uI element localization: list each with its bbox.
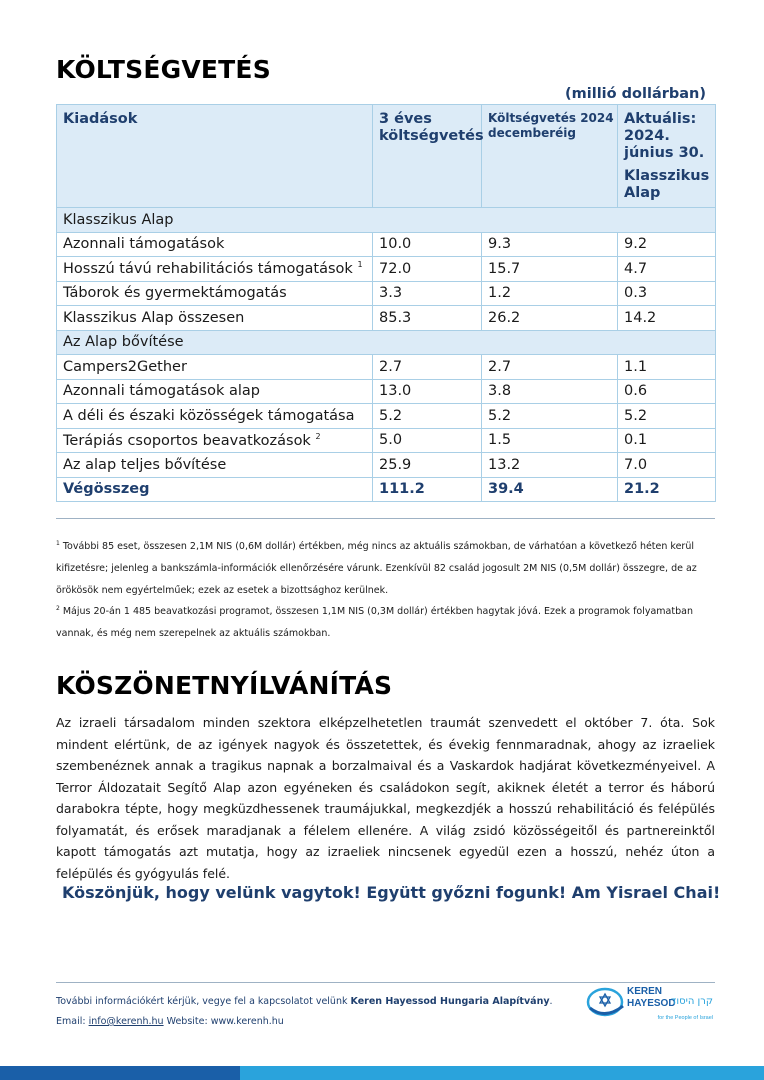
value-cell-v2: 9.3 (482, 232, 618, 257)
value-cell-v3: 0.3 (618, 281, 716, 306)
value-cell-v1: 111.2 (373, 477, 482, 502)
table-row (57, 281, 716, 306)
value-cell-v2: 39.4 (482, 477, 618, 502)
table-row (57, 355, 716, 380)
row-label-cell (57, 379, 373, 404)
value-cell-v2: 1.2 (482, 281, 618, 306)
row-label: A déli és északi közösségek támogatása (63, 407, 355, 424)
footer-email-label: Email: (56, 1016, 86, 1027)
value-cell-v1: 85.3 (373, 306, 482, 331)
value-cell-v3: 0.6 (618, 379, 716, 404)
value-cell-v1: 5.2 (373, 404, 482, 429)
footnote-1-mark: 1 (56, 540, 60, 547)
value-cell-v2: 1.5 (482, 428, 618, 453)
row-label-cell (57, 428, 373, 453)
section-label: Az Alap bővítése (57, 330, 716, 355)
row-label: Az alap teljes bővítése (63, 456, 227, 473)
value-cell-v1: 5.0 (373, 428, 482, 453)
header-kiadasok: Kiadások (57, 105, 373, 208)
footer-website-label: Website: (166, 1016, 208, 1027)
table-row (57, 404, 716, 429)
row-label: Táborok és gyermektámogatás (63, 285, 287, 302)
header-actual-date: Aktuális: 2024. június 30. (624, 111, 705, 161)
header-actual-sub: Klasszikus Alap (624, 168, 710, 201)
value-cell-v3: 21.2 (618, 477, 716, 502)
keren-hayesod-logo (585, 978, 715, 1028)
bottom-bar-light (240, 1066, 764, 1080)
logo-tagline: for the People of Israel (657, 1015, 713, 1021)
value-cell-v2: 15.7 (482, 257, 618, 282)
footnote-1-text: További 85 eset, összesen 2,1M NIS (0,6M dollár) értékben, még nincs az aktuális számokban, de várhatóan a következő héten kerül kifizetésre; jelenleg a bankszámla-információk ellenőrzésére várunk. Ezenkívül 82 család jogosult 2M NIS (0,5M dollár) összegre, de az örökösök nem egyértelműek; ezek az esetek a bizottsághoz kerülnek. (56, 541, 697, 597)
budget-table-body (57, 208, 716, 502)
table-section-row (57, 208, 716, 233)
footnote-divider (56, 518, 715, 519)
row-label: Hosszú távú rehabilitációs támogatások (63, 261, 353, 278)
logo-line-1: KEREN (627, 986, 663, 997)
value-cell-v1: 10.0 (373, 232, 482, 257)
table-row (57, 232, 716, 257)
footer-website[interactable]: www.kerenh.hu (210, 1016, 284, 1027)
budget-table (56, 104, 716, 502)
budget-heading: KÖLTSÉGVETÉS (56, 55, 271, 84)
row-label-cell (57, 281, 373, 306)
footnote-2 (56, 598, 715, 645)
row-label-cell (57, 232, 373, 257)
bottom-bar-dark (0, 1066, 240, 1080)
row-label-cell (57, 355, 373, 380)
table-row (57, 428, 716, 453)
row-label: Terápiás csoportos beavatkozások (63, 432, 311, 449)
value-cell-v2: 5.2 (482, 404, 618, 429)
closing-line: Köszönjük, hogy velünk vagytok! Együtt győzni fogunk! Am Yisrael Chai! (62, 883, 721, 902)
value-cell-v3: 4.7 (618, 257, 716, 282)
unit-note: (millió dollárban) (565, 86, 706, 102)
header-budget-dec-2024: Költségvetés 2024 decemberéig (482, 105, 618, 208)
logo-line-2: HAYESOD (627, 998, 676, 1009)
value-cell-v2: 3.8 (482, 379, 618, 404)
row-label: Azonnali támogatások alap (63, 383, 260, 400)
row-label-cell (57, 257, 373, 282)
logo-wave-icon (590, 1006, 623, 1014)
footer-email-link[interactable]: info@kerenh.hu (88, 1016, 164, 1027)
value-cell-v2: 26.2 (482, 306, 618, 331)
footnote-2-mark: 2 (56, 605, 60, 612)
star-of-david-icon (600, 994, 610, 1006)
table-row (57, 257, 716, 282)
footer-prefix: További információkért kérjük, vegye fel a kapcsolatot velünk (56, 996, 348, 1007)
row-label-cell (57, 306, 373, 331)
header-actual (618, 105, 716, 208)
row-label: Campers2Gether (63, 358, 187, 375)
thanks-body: Az izraeli társadalom minden szektora elképzelhetetlen traumát szenvedett el október 7. óta. Sok mindent elértünk, de az igények nagyok és összetettek, és évekig fennmaradnak, ahogy az izraeliek szembenéznek annak a tragikus napnak a borzalmaival és a Vaskardok hadjárat következményeivel. A Terror Áldozatait Segítő Alap azon egyéneken és családokon segít, akiknek életét a terror és háború darabokra tépte, hogy megküzdhessenek traumájukkal, megkezdjék a hosszú rehabilitáció és felépülés folyamatát, és erősek maradjanak a félelem ellenére. A világ zsidó közösségeitől és partnereinktől kapott támogatás azt mutatja, hogy az izraeliek nincsenek egyedül ezen a hosszú, nehéz úton a felépülés és gyógyulás felé. (56, 715, 715, 881)
value-cell-v3: 14.2 (618, 306, 716, 331)
table-total-row (57, 477, 716, 502)
footnote-ref: 1 (357, 260, 363, 270)
row-label-cell (57, 477, 373, 502)
value-cell-v3: 0.1 (618, 428, 716, 453)
table-row (57, 379, 716, 404)
footnote-ref: 2 (315, 431, 321, 441)
value-cell-v3: 7.0 (618, 453, 716, 478)
table-row (57, 453, 716, 478)
value-cell-v1: 3.3 (373, 281, 482, 306)
logo-hebrew: קרן היסוד (670, 996, 713, 1007)
value-cell-v1: 2.7 (373, 355, 482, 380)
value-cell-v3: 9.2 (618, 232, 716, 257)
value-cell-v2: 2.7 (482, 355, 618, 380)
table-row (57, 306, 716, 331)
footnote-1 (56, 533, 715, 602)
table-section-row (57, 330, 716, 355)
footer-line-2 (56, 1012, 576, 1032)
value-cell-v2: 13.2 (482, 453, 618, 478)
footer-org-name: Keren Hayessod Hungaria Alapítvány (350, 996, 550, 1007)
footer-suffix: . (549, 996, 553, 1007)
row-label: Azonnali támogatások (63, 236, 225, 253)
value-cell-v1: 72.0 (373, 257, 482, 282)
value-cell-v3: 5.2 (618, 404, 716, 429)
section-label: Klasszikus Alap (57, 208, 716, 233)
value-cell-v3: 1.1 (618, 355, 716, 380)
footer-contact (56, 992, 576, 1032)
table-header-row (57, 105, 716, 208)
footer-line-1 (56, 992, 576, 1012)
footnote-2-text: Május 20-án 1 485 beavatkozási programot, összesen 1,1M NIS (0,3M dollár) értékben hagytak jóvá. Ezek a programok folyamatban vannak, és még nem szerepelnek az aktuális számokban. (56, 606, 693, 640)
row-label-cell (57, 453, 373, 478)
thanks-heading: KÖSZÖNETNYÍLVÁNÍTÁS (56, 671, 393, 700)
value-cell-v1: 25.9 (373, 453, 482, 478)
row-label-cell (57, 404, 373, 429)
header-3-year-budget: 3 éves költségvetés (373, 105, 482, 208)
row-label: Végösszeg (63, 481, 150, 498)
row-label: Klasszikus Alap összesen (63, 309, 245, 326)
value-cell-v1: 13.0 (373, 379, 482, 404)
